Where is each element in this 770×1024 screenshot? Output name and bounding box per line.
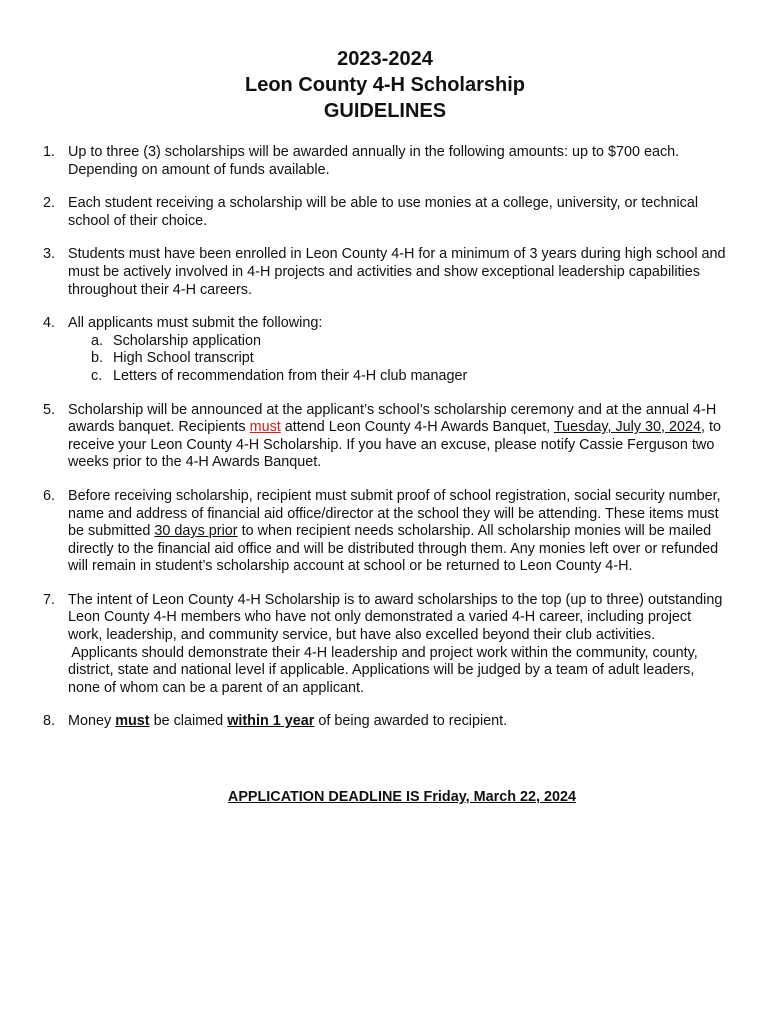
must-emphasis: must xyxy=(115,713,150,730)
item-text-line: throughout their 4-H careers. xyxy=(68,281,252,298)
guideline-item-1 xyxy=(40,144,762,179)
sublist-item xyxy=(68,333,762,351)
item-number: 8. xyxy=(43,713,56,730)
item-text-line: weeks prior to the 4-H Awards Banquet. xyxy=(68,454,322,471)
item-text-line xyxy=(68,523,762,541)
item-number: 2. xyxy=(43,195,56,212)
guideline-item-8 xyxy=(40,713,762,731)
item-text-line: All applicants must submit the following: xyxy=(68,315,323,332)
text-fragment: to xyxy=(705,419,722,436)
text-fragment: be submitted xyxy=(68,523,155,540)
item-text-line: Before receiving scholarship, recipient must submit proof of school registration, social security number, xyxy=(68,487,721,504)
within-emphasis: within 1 year xyxy=(227,713,315,730)
sub-text: Letters of recommendation from their 4-H club manager xyxy=(113,367,468,384)
text-fragment: of being awarded to recipient. xyxy=(314,713,508,730)
item-text-line xyxy=(68,419,762,437)
guideline-item-7 xyxy=(40,592,762,698)
item-text-line: name and address of financial aid office/director at the school they will be attending. These items must xyxy=(68,505,719,522)
item-number: 4. xyxy=(43,315,56,332)
text-fragment: Money xyxy=(68,713,116,730)
item-number: 6. xyxy=(43,487,56,504)
sublist-item xyxy=(68,368,762,386)
requirements-sublist xyxy=(68,333,762,386)
text-fragment: attend Leon County 4-H Awards Banquet, xyxy=(280,419,554,436)
item-text-line: district, state and national level if applicable. Applications will be judged by a team of adult leaders, xyxy=(68,662,695,679)
item-text-line: school of their choice. xyxy=(68,212,208,229)
application-deadline: APPLICATION DEADLINE IS Friday, March 22, 2024 xyxy=(227,789,577,805)
must-emphasis: must xyxy=(249,419,281,436)
banquet-date: Tuesday, July 30, 2024, xyxy=(553,419,706,436)
item-text-line: Students must have been enrolled in Leon County 4-H for a minimum of 3 years during high school and xyxy=(68,246,726,263)
item-text-line xyxy=(68,713,762,731)
sub-text: High School transcript xyxy=(113,350,254,367)
guideline-item-6 xyxy=(40,488,762,576)
item-text-line: Leon County 4-H members who have not only demonstrated a varied 4-H career, including project xyxy=(68,609,692,626)
item-text-line: Applicants should demonstrate their 4-H leadership and project work within the community, county, xyxy=(68,644,698,661)
title-subtitle: GUIDELINES xyxy=(323,100,447,122)
item-text-line: none of whom can be a parent of an applicant. xyxy=(68,679,365,696)
item-number: 1. xyxy=(43,144,56,160)
item-number: 7. xyxy=(43,591,56,608)
item-number: 3. xyxy=(43,246,56,263)
sub-letter: c. xyxy=(91,367,103,384)
item-number: 5. xyxy=(43,401,56,418)
text-fragment: awards banquet. Recipients xyxy=(68,419,250,436)
item-text-line: must be actively involved in 4-H projects and activities and show exceptional leadership capabilities xyxy=(68,263,700,280)
item-text-line: Each student receiving a scholarship will be able to use monies at a college, university, or technical xyxy=(68,195,699,212)
text-fragment: be claimed xyxy=(149,713,228,730)
title-name: Leon County 4-H Scholarship xyxy=(244,74,526,96)
item-text-line: will remain in student’s scholarship account at school or be returned to Leon County 4-H. xyxy=(68,558,633,575)
sub-letter: a. xyxy=(91,332,104,349)
title-year: 2023-2024 xyxy=(337,48,433,70)
sub-letter: b. xyxy=(91,350,104,367)
item-text-line: Up to three (3) scholarships will be awarded annually in the following amounts: up to $700 each. xyxy=(68,144,680,160)
item-text-line: directly to the financial aid office and will be distributed through them. Any monies left over or refunded xyxy=(68,540,719,557)
guideline-item-5 xyxy=(40,402,762,472)
item-text-line: work, leadership, and community service, but have also excelled beyond their club activities. xyxy=(68,627,656,644)
days-prior-emphasis: 30 days prior xyxy=(154,523,238,540)
title-block xyxy=(0,46,770,124)
guideline-item-4 xyxy=(40,315,762,385)
sub-text: Scholarship application xyxy=(113,332,261,349)
item-text-line: Depending on amount of funds available. xyxy=(68,161,330,178)
guideline-item-2 xyxy=(40,195,762,230)
guidelines-list xyxy=(40,144,762,747)
text-fragment: to when recipient needs scholarship. All scholarship monies will be mailed xyxy=(237,523,712,540)
sublist-item xyxy=(68,350,762,368)
item-text-line: The intent of Leon County 4-H Scholarship is to award scholarships to the top (up to three) outstanding xyxy=(68,591,723,608)
item-text-line: receive your Leon County 4-H Scholarship. If you have an excuse, please notify Cassie Ferguson two xyxy=(68,436,715,453)
item-text-line: Scholarship will be announced at the applicant’s school’s scholarship ceremony and at the annual 4-H xyxy=(68,401,717,418)
guideline-item-3 xyxy=(40,246,762,299)
